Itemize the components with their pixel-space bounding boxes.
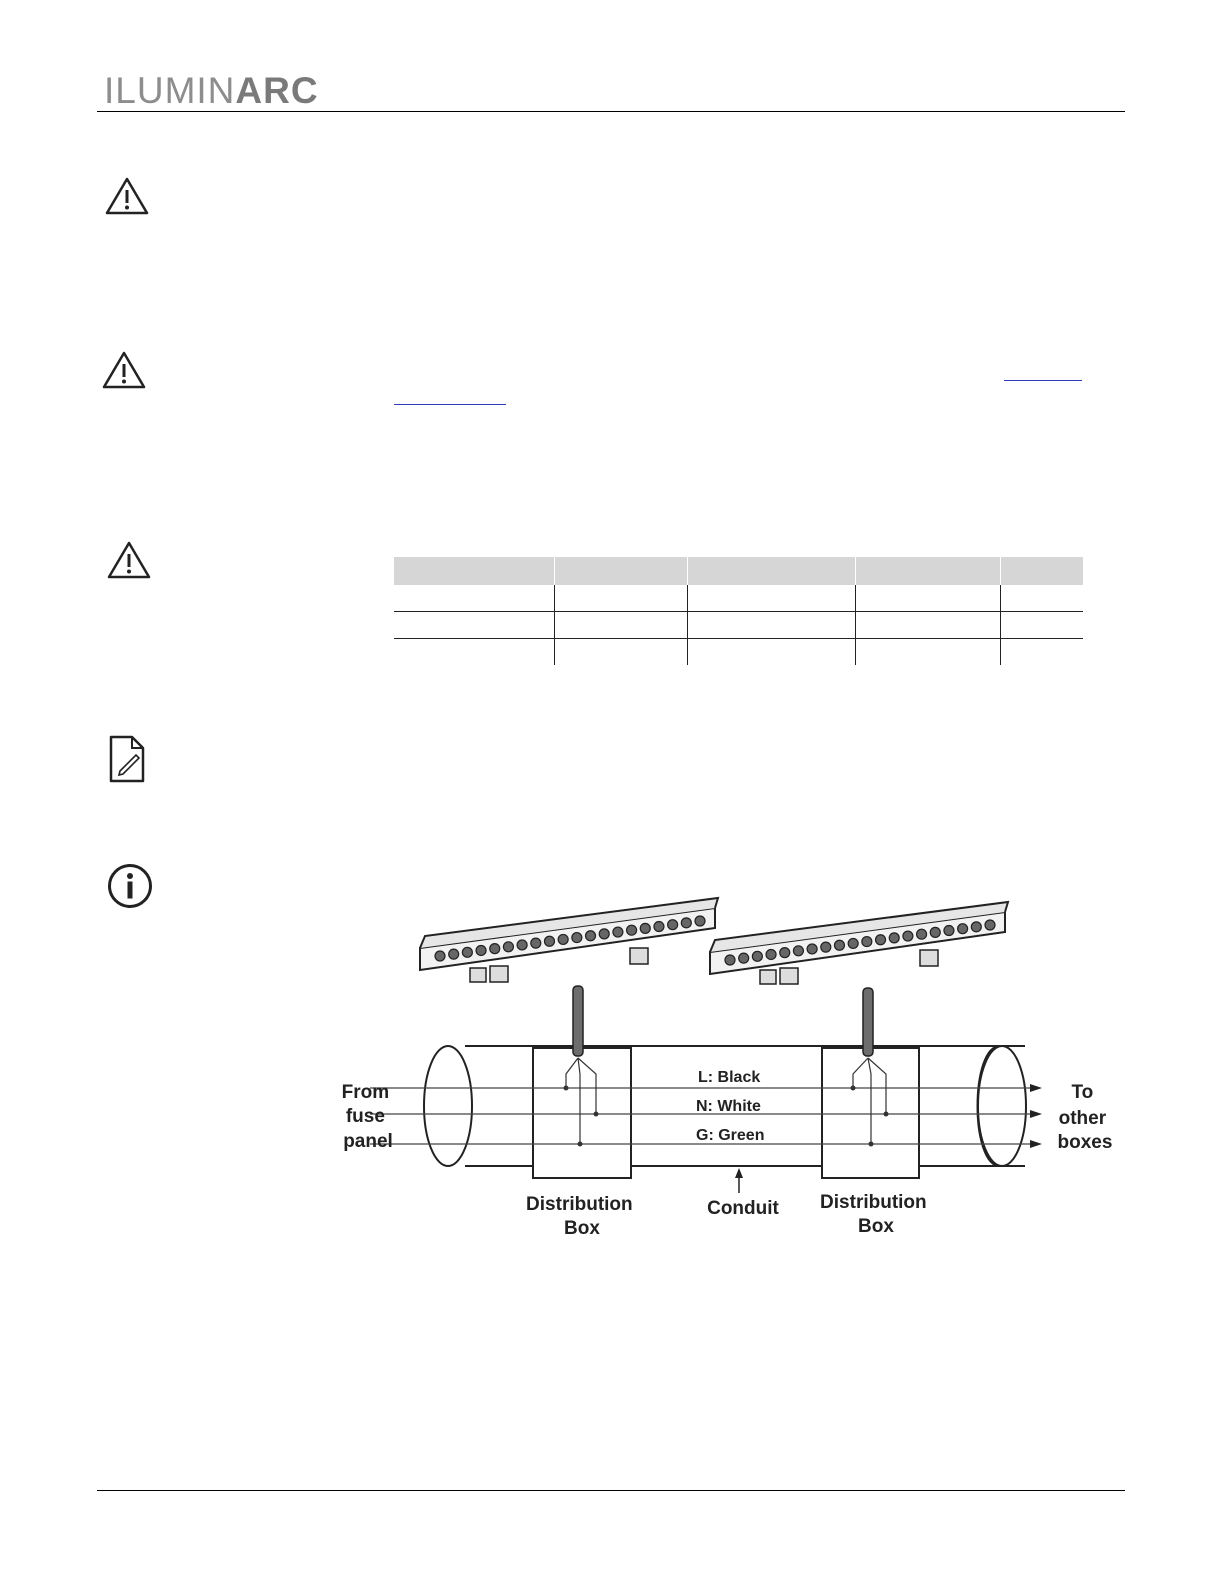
wire-label-neutral: N: White xyxy=(696,1098,761,1115)
led-dot xyxy=(572,933,582,943)
led-dot xyxy=(848,938,858,948)
led-dot xyxy=(695,916,705,926)
table-cell xyxy=(554,585,687,612)
led-dot xyxy=(766,949,776,959)
led-dot xyxy=(793,946,803,956)
led-dot xyxy=(752,951,762,961)
led-dot xyxy=(903,931,913,941)
led-dot xyxy=(558,934,568,944)
led-dot xyxy=(971,922,981,932)
wire-label-ground: G: Green xyxy=(696,1127,765,1144)
spec-table xyxy=(394,557,1083,665)
table-cell xyxy=(394,639,554,666)
led-dot xyxy=(958,924,968,934)
arrowhead xyxy=(1030,1084,1042,1092)
warning-icon xyxy=(106,540,152,580)
table-cell xyxy=(394,612,554,639)
wiring-diagram xyxy=(330,888,1120,1248)
distribution-box-left-label: Distribution Box xyxy=(526,1194,633,1239)
arrowhead xyxy=(1030,1110,1042,1118)
led-dot xyxy=(640,923,650,933)
led-dot xyxy=(917,929,927,939)
fixture-cable xyxy=(863,988,873,1056)
table-header-cell xyxy=(1000,557,1083,585)
table-row xyxy=(394,585,1083,612)
table-cell xyxy=(1000,612,1083,639)
wire-label-live: L: Black xyxy=(698,1069,761,1086)
note-icon xyxy=(108,734,146,784)
brand-logo xyxy=(104,70,319,112)
brand-logo-bold: ARC xyxy=(235,70,319,111)
led-dot xyxy=(930,927,940,937)
led-dot xyxy=(780,948,790,958)
led-dot xyxy=(821,942,831,952)
table-header-cell xyxy=(855,557,1000,585)
fixture-cable xyxy=(573,986,583,1056)
led-dot xyxy=(739,953,749,963)
footer-rule xyxy=(97,1490,1125,1491)
to-label: To other boxes xyxy=(1057,1082,1113,1153)
light-bar-fixture xyxy=(420,898,718,982)
table-cell xyxy=(554,612,687,639)
distribution-box-left xyxy=(533,1048,631,1178)
led-dot xyxy=(476,945,486,955)
led-dot xyxy=(834,940,844,950)
led-dot xyxy=(862,937,872,947)
info-icon xyxy=(106,862,154,910)
conduit-right-end xyxy=(978,1046,1026,1166)
led-dot xyxy=(449,949,459,959)
led-dot xyxy=(435,951,445,961)
led-dot xyxy=(654,922,664,932)
table-row xyxy=(394,612,1083,639)
led-dot xyxy=(517,940,527,950)
distribution-box-right-label: Distribution Box xyxy=(820,1192,927,1237)
table-row xyxy=(394,639,1083,666)
brand-logo-light: ILUMIN xyxy=(104,70,236,111)
table-header-cell xyxy=(687,557,855,585)
from-label: From fuse panel xyxy=(341,1082,393,1152)
table-cell xyxy=(855,639,1000,666)
table-header-row xyxy=(394,557,1083,585)
led-dot xyxy=(876,935,886,945)
reference-link-underline[interactable] xyxy=(394,404,506,405)
led-dot xyxy=(503,942,513,952)
led-dot xyxy=(613,927,623,937)
led-dot xyxy=(599,929,609,939)
light-bar-fixture xyxy=(710,902,1008,984)
led-dot xyxy=(944,926,954,936)
table-header-cell xyxy=(394,557,554,585)
led-dot xyxy=(985,920,995,930)
led-dot xyxy=(490,944,500,954)
led-dot xyxy=(681,918,691,928)
led-dot xyxy=(531,938,541,948)
led-dot xyxy=(668,920,678,930)
header-rule xyxy=(97,111,1125,112)
table-cell xyxy=(855,585,1000,612)
table-cell xyxy=(687,612,855,639)
table-cell xyxy=(687,585,855,612)
warning-icon xyxy=(101,350,147,390)
table-cell xyxy=(554,639,687,666)
led-dot xyxy=(807,944,817,954)
table-cell xyxy=(1000,585,1083,612)
led-dot xyxy=(889,933,899,943)
conduit-left-end xyxy=(424,1046,472,1166)
conduit-label: Conduit xyxy=(707,1198,779,1219)
warning-icon xyxy=(104,176,150,216)
led-dot xyxy=(725,955,735,965)
table-cell xyxy=(394,585,554,612)
led-dot xyxy=(544,936,554,946)
table-cell xyxy=(687,639,855,666)
led-dot xyxy=(462,947,472,957)
led-dot xyxy=(586,931,596,941)
table-cell xyxy=(855,612,1000,639)
led-dot xyxy=(627,925,637,935)
table-header-cell xyxy=(554,557,687,585)
reference-link-underline[interactable] xyxy=(1004,380,1082,381)
arrowhead xyxy=(1030,1140,1042,1148)
table-cell xyxy=(1000,639,1083,666)
